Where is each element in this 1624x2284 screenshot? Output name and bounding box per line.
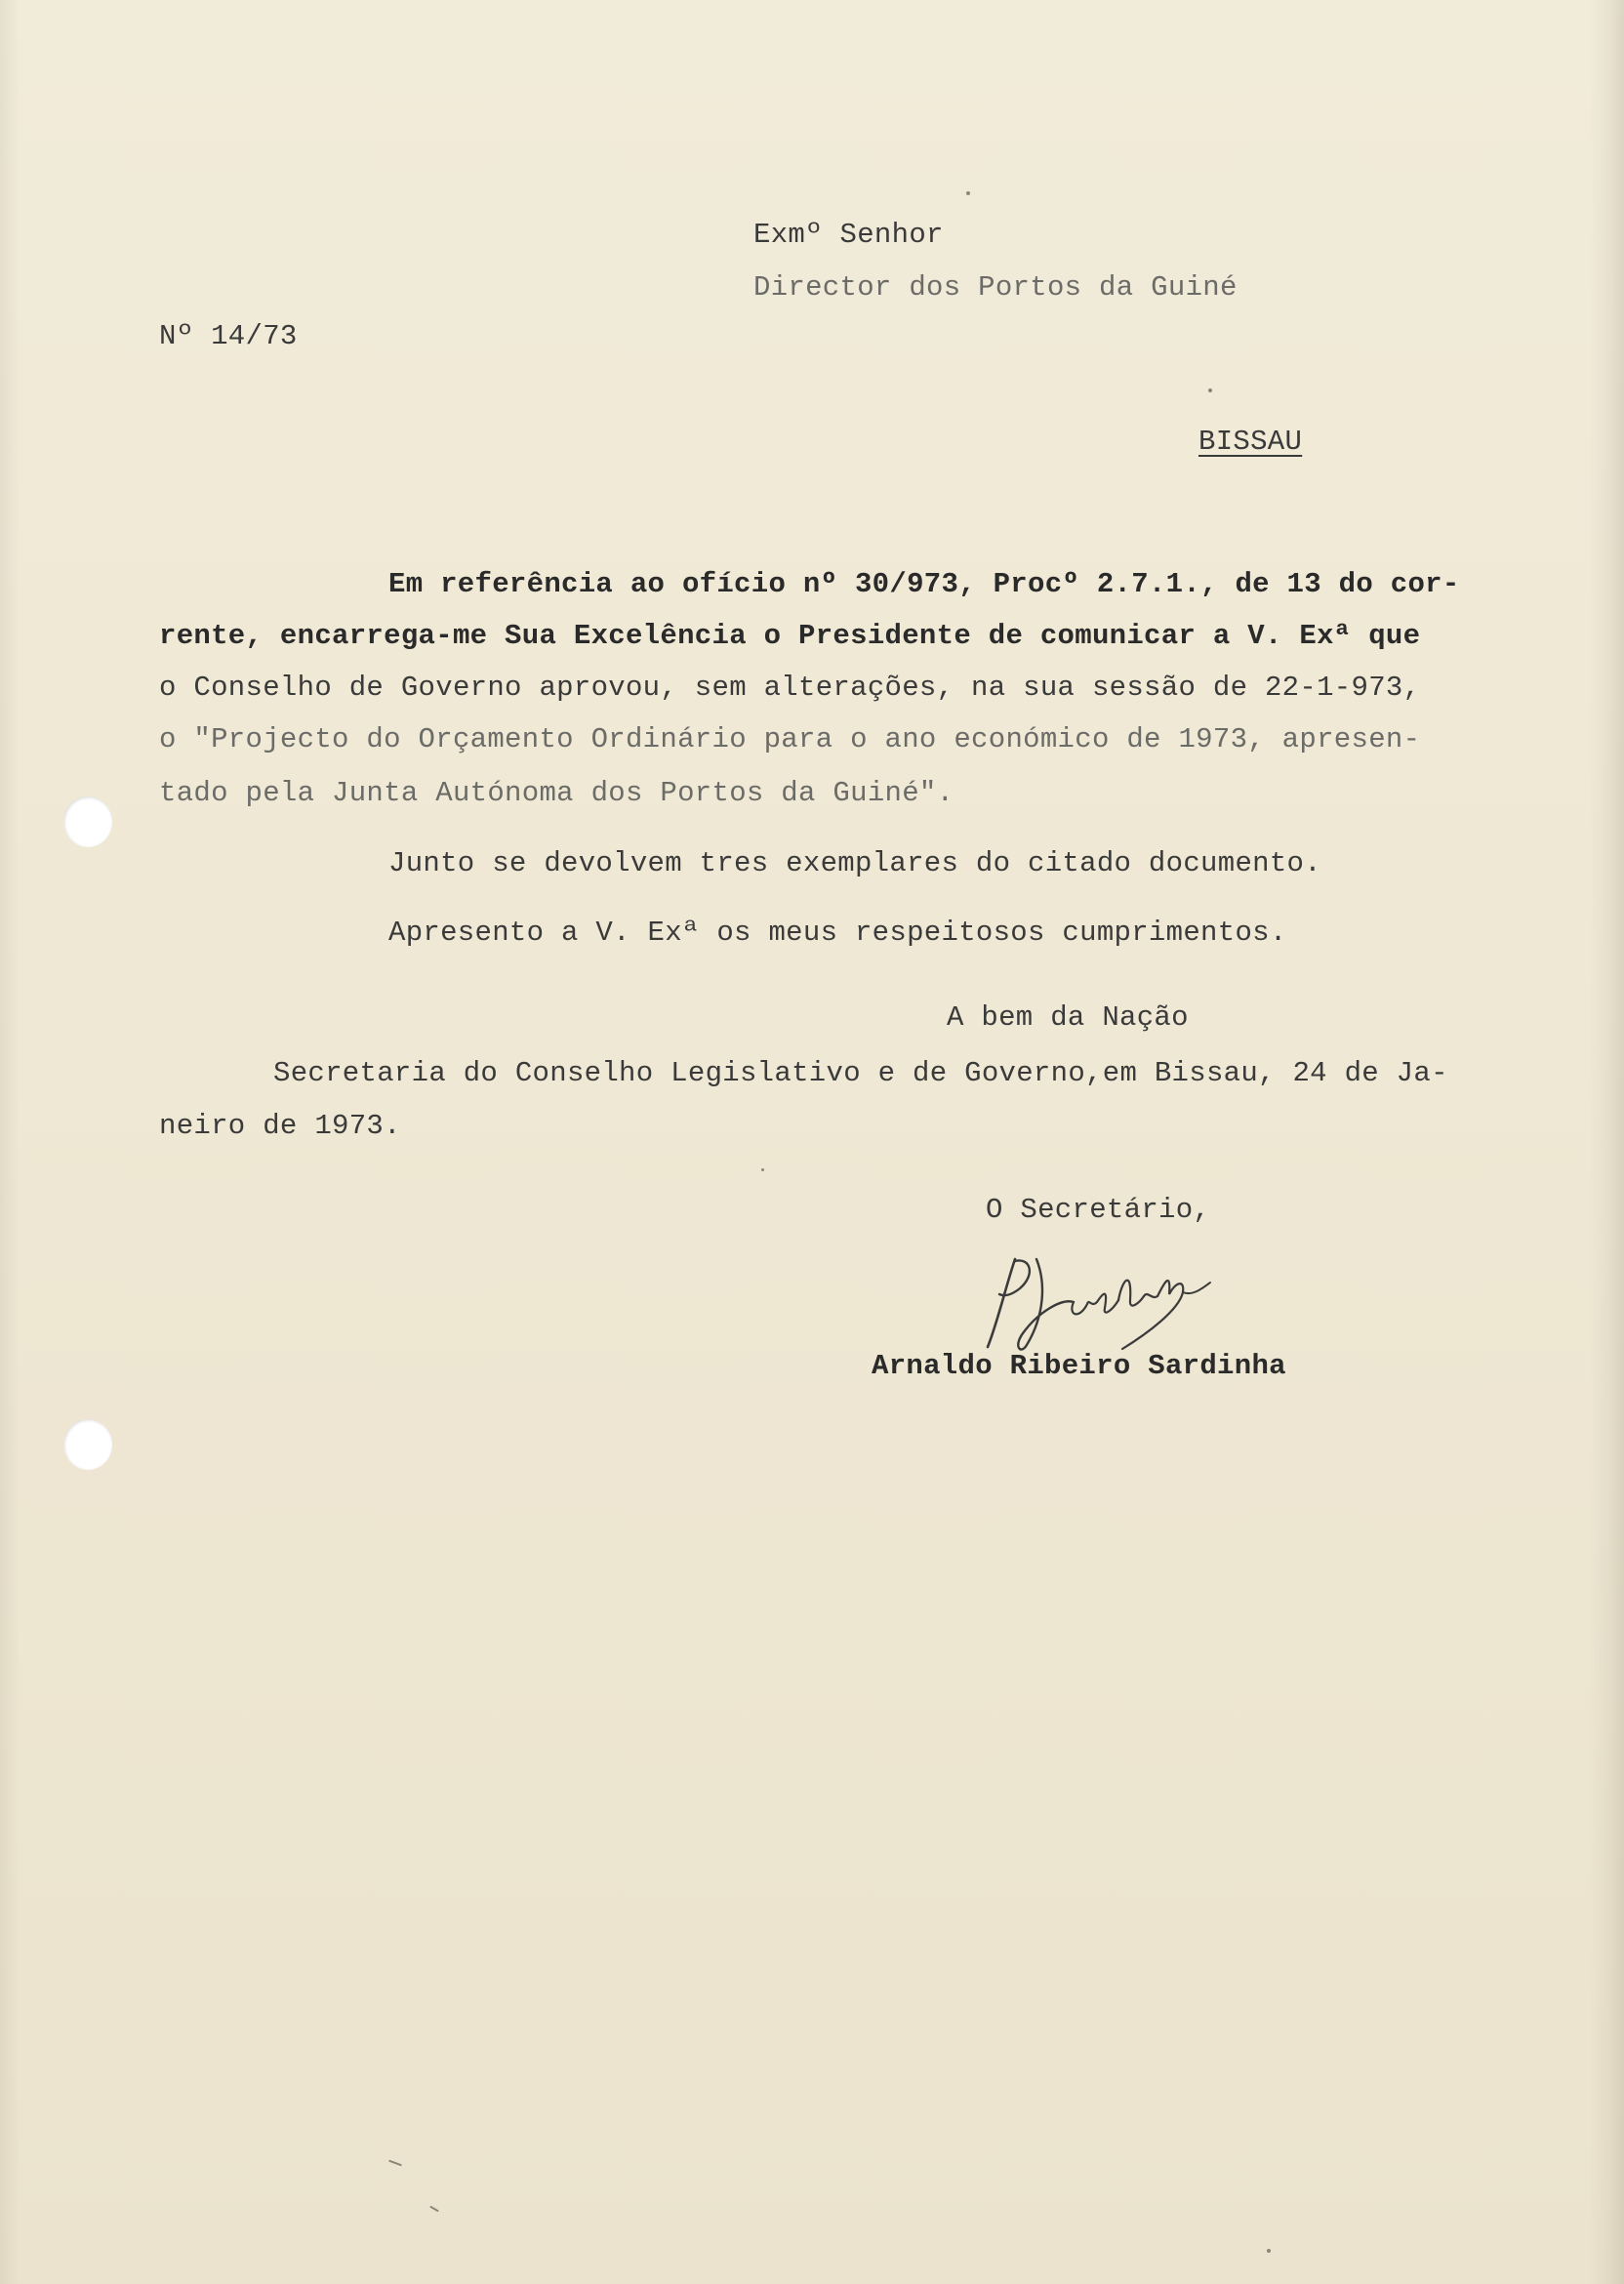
return-copies-paragraph: Junto se devolvem tres exemplares do citado documento. [388, 847, 1321, 879]
handwritten-signature [976, 1240, 1230, 1357]
signature-title: O Secretário, [986, 1194, 1211, 1226]
body-line: o Conselho de Governo aprovou, sem alterações, na sua sessão de 22-1-973, [159, 672, 1421, 704]
document-number: Nº 14/73 [159, 320, 298, 352]
regards-paragraph: Apresento a V. Exª os meus respeitosos cumprimentos. [388, 917, 1287, 949]
paper-speck [429, 2206, 439, 2213]
paper-speck [1208, 388, 1212, 392]
body-line: rente, encarrega-me Sua Excelência o Presidente de comunicar a V. Exª que [159, 620, 1421, 652]
paper-speck [388, 2160, 402, 2167]
closing-phrase: A bem da Nação [947, 1001, 1189, 1034]
paper-speck [966, 191, 970, 195]
body-line: tado pela Junta Autónoma dos Portos da Guiné". [159, 777, 954, 809]
salutation: Exmº Senhor [753, 219, 944, 251]
body-line: o "Projecto do Orçamento Ordinário para o ano económico de 1973, apresen- [159, 723, 1421, 755]
body-line: Em referência ao ofício nº 30/973, Procº 2.7.1., de 13 do cor- [388, 568, 1460, 600]
place-name: BISSAU [1198, 426, 1303, 458]
dateline: Secretaria do Conselho Legislativo e de Governo,em Bissau, 24 de Ja- [273, 1057, 1448, 1089]
punch-hole-bottom [63, 1419, 112, 1470]
paper-edge-right [1589, 0, 1624, 2284]
paper-speck [1267, 2249, 1271, 2253]
recipient-title: Director dos Portos da Guiné [753, 271, 1238, 304]
punch-hole-top [63, 796, 112, 847]
signatory-name: Arnaldo Ribeiro Sardinha [872, 1350, 1286, 1382]
dateline: neiro de 1973. [159, 1110, 401, 1142]
paper-edge-left [0, 0, 20, 2284]
paper-speck [761, 1168, 764, 1171]
